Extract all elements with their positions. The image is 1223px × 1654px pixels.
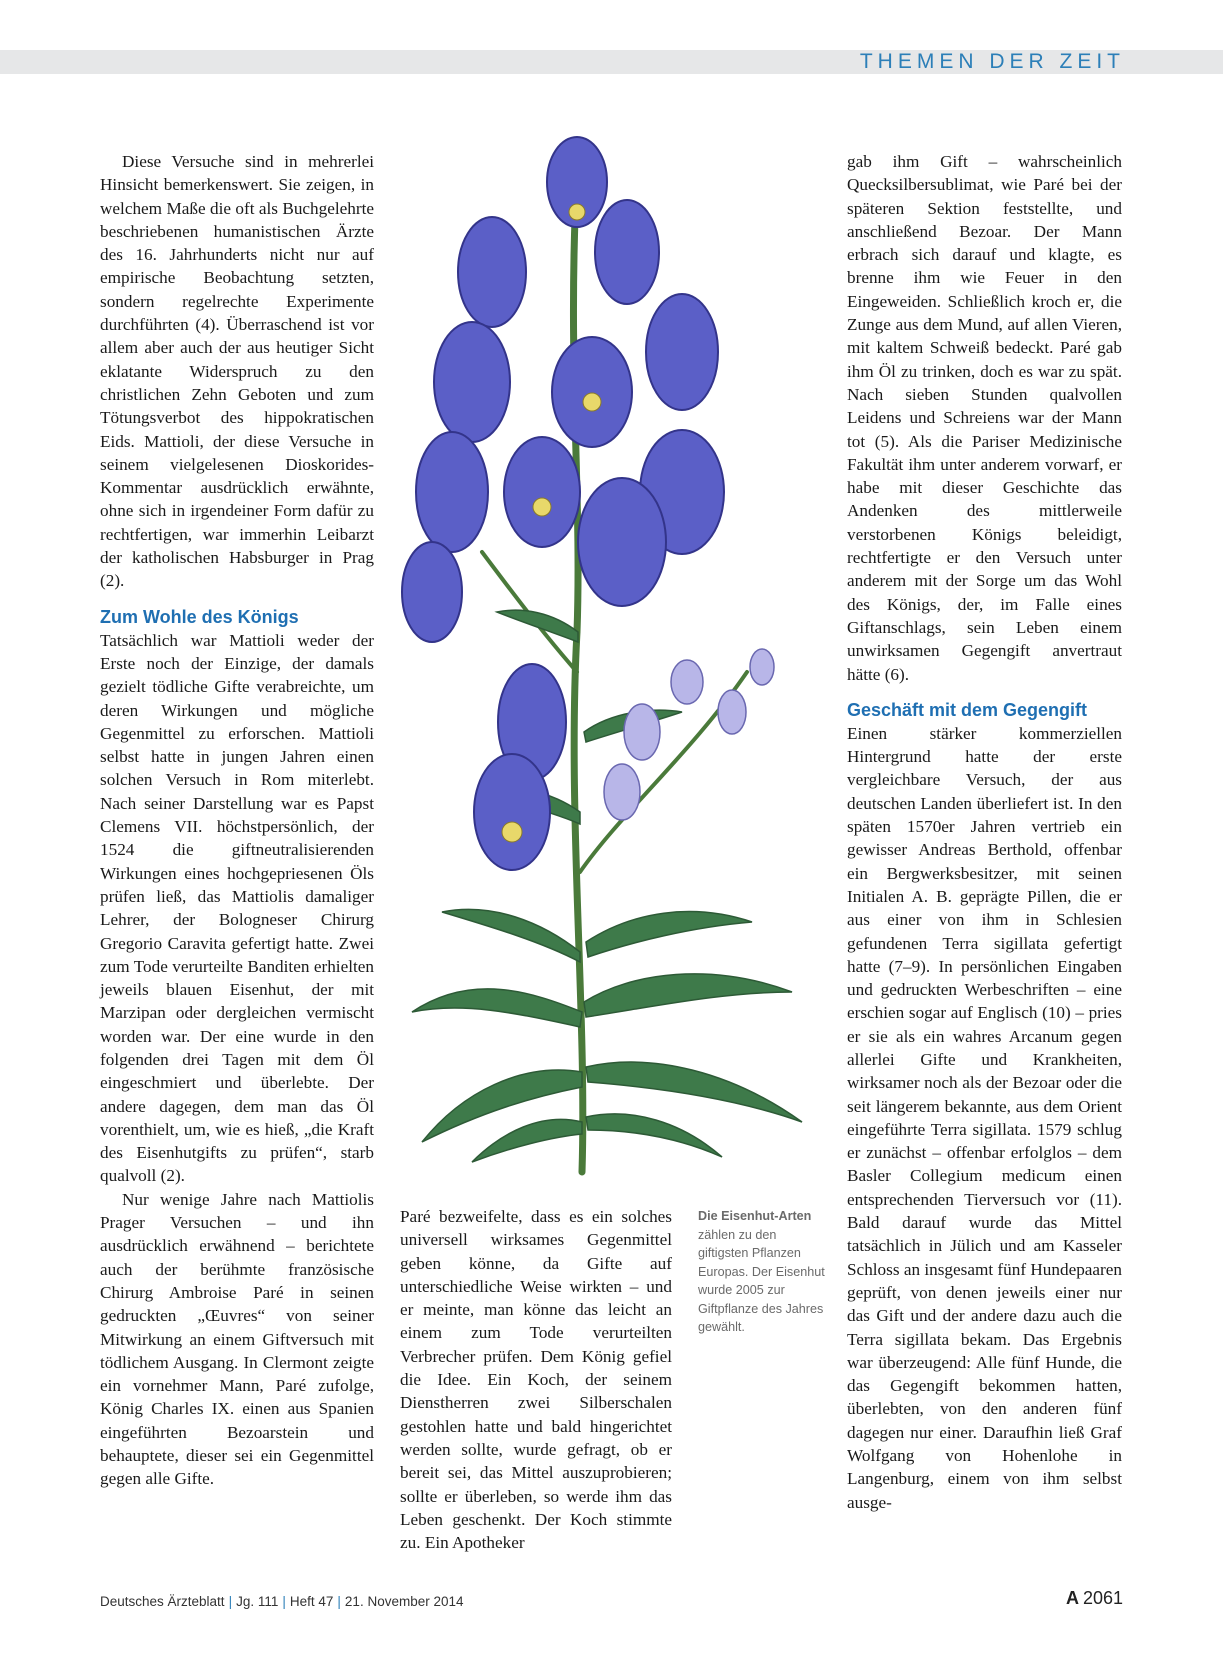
text-column-middle bbox=[400, 1205, 672, 1554]
paragraph: Einen stärker kommerziellen Hintergrund hatte der erste vergleichbare Versuch, der aus deutschen Landen überliefert ist. In den späten 1570er Jahren vertrieb ein gewisser Andreas Berthold, offenbar ein Bergwerksbesitzer, mit seinen Initialen A. B. geprägte Pillen, die er aus einer von ihm in Schlesien gefundenen Terra sigillata gefertigt hatte (7–9). In persönlichen Eingaben und gedruckten Werbeschriften – eine erschien sogar auf Englisch (10) – pries er sie als ein wahres Arcanum gegen allerlei Gifte und Krankheiten, wirksamer noch als der Bezoar oder die seit längerem bekannte, aus dem Orient eingeführte Terra sigillata. 1579 schlug er zunächst – offenbar erfolglos – dem Basler Collegium medicum einen entsprechenden Tierversuch vor (11). Bald darauf wurde das Mittel tatsächlich in Jülich und am Kasseler Schloss an insgesamt fünf Hundepaaren geprüft, von denen jeweils einer nur das Gift und der andere dazu auch die Terra sigillata bekam. Das Ergebnis war überzeugend: Alle fünf Hunde, die das Gegengift bekommen hatten, überlebten, von den anderen fünf dagegen nur einer. Daraufhin ließ Graf Wolfgang von Hohenlohe in Langenburg, einem von ihm selbst ausge- bbox=[847, 723, 1122, 1512]
text-column-right bbox=[847, 150, 1122, 1514]
subheading: Zum Wohle des Königs bbox=[100, 606, 299, 627]
subheading: Geschäft mit dem Gegengift bbox=[847, 699, 1088, 720]
leaves bbox=[412, 610, 802, 1162]
paragraph: Diese Versuche sind in mehrerlei Hinsicht bemerkenswert. Sie zeigen, in welchem Maße die oft als Buchgelehrte beschriebenen humanistischen Ärzte des 16. Jahrhunderts nicht nur auf empirische Beobachtung setzten, sondern regelrechte Experimente durchführten (4). Überraschend ist vor allem aber auch der aus heutiger Sicht eklatante Widerspruch zu den christlichen Zehn Geboten und zum Tötungsverbot des hippokratischen Eids. Mattioli, der diese Versuche in seinem vielgelesenen Dioskorides-Kommentar ausdrücklich erwähnte, ohne sich in irgendeiner Form dafür zu rechtfertigen, war immerhin Leibarzt der katholischen Habsburger in Prag (2). bbox=[100, 152, 374, 591]
section-title: THEMEN DER ZEIT bbox=[859, 50, 1125, 73]
caption-lead: Die Eisenhut-Arten bbox=[698, 1209, 812, 1223]
journal-name: Deutsches Ärzteblatt bbox=[100, 1594, 225, 1609]
footer-separator: | bbox=[228, 1594, 233, 1609]
flower-buds bbox=[604, 649, 774, 820]
paragraph: gab ihm Gift – wahrscheinlich Quecksilbersublimat, wie Paré bei der späteren Sektion feststellte, und anschließend Bezoar. Der Mann erbrach sich darauf und klagte, es brenne ihm wie Feuer in den Eingeweiden. Schließlich kroch er, die Zunge aus dem Mund, auf allen Vieren, mit kaltem Schweiß bedeckt. Paré gab ihm Öl zu trinken, doch es war zu spät. Nach sieben Stunden qualvollen Leidens und Schreiens war der Mann tot (5). Als die Pariser Medizinische Fakultät ihm unter anderem vorwarf, er habe mit dieser Geschichte das Andenken des mittlerweile verstorbenen Königs beleidigt, rechtfertigte er den Versuch unter anderem mit der Sorge um das Wohl des Königs, der, im Falle eines Giftanschlags, sein Leben einem unwirksamen Gegengift anvertraut hätte (6). bbox=[847, 152, 1122, 684]
page-number bbox=[1066, 1588, 1123, 1609]
footer-separator: | bbox=[337, 1594, 341, 1609]
figure-caption bbox=[698, 1207, 826, 1337]
paragraph: Tatsächlich war Mattioli weder der Erste noch der Einzige, der damals gezielt tödliche Gifte verabreichte, um deren Wirkungen und mögliche Gegenmittel zu erforschen. Mattioli selbst hatte in jungen Jahren einen solchen Versuch in Rom miterlebt. Nach seiner Darstellung war es Papst Clemens VII. höchstpersönlich, der 1524 die giftneutralisierenden Wirkungen eines hochgepriesenen Öls prüfen ließ, das Mattiolis damaliger Lehrer, der Bologneser Chirurg Gregorio Caravita gefertigt hatte. Zwei zum Tode verurteilte Banditen erhielten jeweils blauen Eisenhut, der mit Marzipan oder dergleichen vermischt worden war. Der eine wurde in den folgenden drei Tagen mit dem Öl eingeschmiert und überlebte. Der andere dagegen, dem man das Öl vorenthielt, um, wie es hieß, „die Kraft des Eisenhutgifts zu prüfen“, starb qualvoll (2). bbox=[100, 630, 374, 1186]
paragraph: Nur wenige Jahre nach Mattiolis Prager Versuchen – und ihn ausdrücklich erwähnend – berichtete auch der berühmte französische Chirurg Ambroise Paré in seinen gedruckten „Œuvres“ von seiner Mitwirkung an einem Giftversuch mit tödlichem Ausgang. In Clermont zeigte ein vornehmer Mann, Paré zufolge, König Charles IX. einen aus Spanien eingeführten Bezoarstein und behauptete, dieser sei ein Gegenmittel gegen alle Gifte. bbox=[100, 1189, 374, 1489]
issue: Heft 47 bbox=[289, 1594, 334, 1609]
caption-text: zählen zu den giftigsten Pflanzen Europas. Der Eisenhut wurde 2005 zur Giftpflanze des Jahres gewählt. bbox=[698, 1227, 825, 1334]
text-column-left bbox=[100, 150, 374, 1491]
page-number-value: 2061 bbox=[1082, 1588, 1123, 1608]
page-footer bbox=[100, 1594, 464, 1609]
footer-separator: | bbox=[282, 1594, 286, 1609]
aconite-illustration bbox=[392, 112, 832, 1202]
issue-date: 21. November 2014 bbox=[344, 1594, 464, 1609]
page-prefix: A bbox=[1065, 1588, 1079, 1608]
volume: Jg. 111 bbox=[236, 1594, 279, 1609]
paragraph: Paré bezweifelte, dass es ein solches universell wirksames Gegenmittel geben könne, da Gifte auf unterschiedliche Weise wirkten – und er meinte, man könne das leicht an einem zum Tode verurteilten Verbrecher prüfen. Dem König gefiel die Idee. Ein Koch, der seinem Dienstherren zwei Silberschalen gestohlen hatte und bald hingerichtet werden sollte, wurde gefragt, ob er bereit sei, das Mittel auszuprobieren; sollte er überleben, so werde ihm das Leben geschenkt. Der Koch stimmte zu. Ein Apotheker bbox=[400, 1207, 672, 1553]
